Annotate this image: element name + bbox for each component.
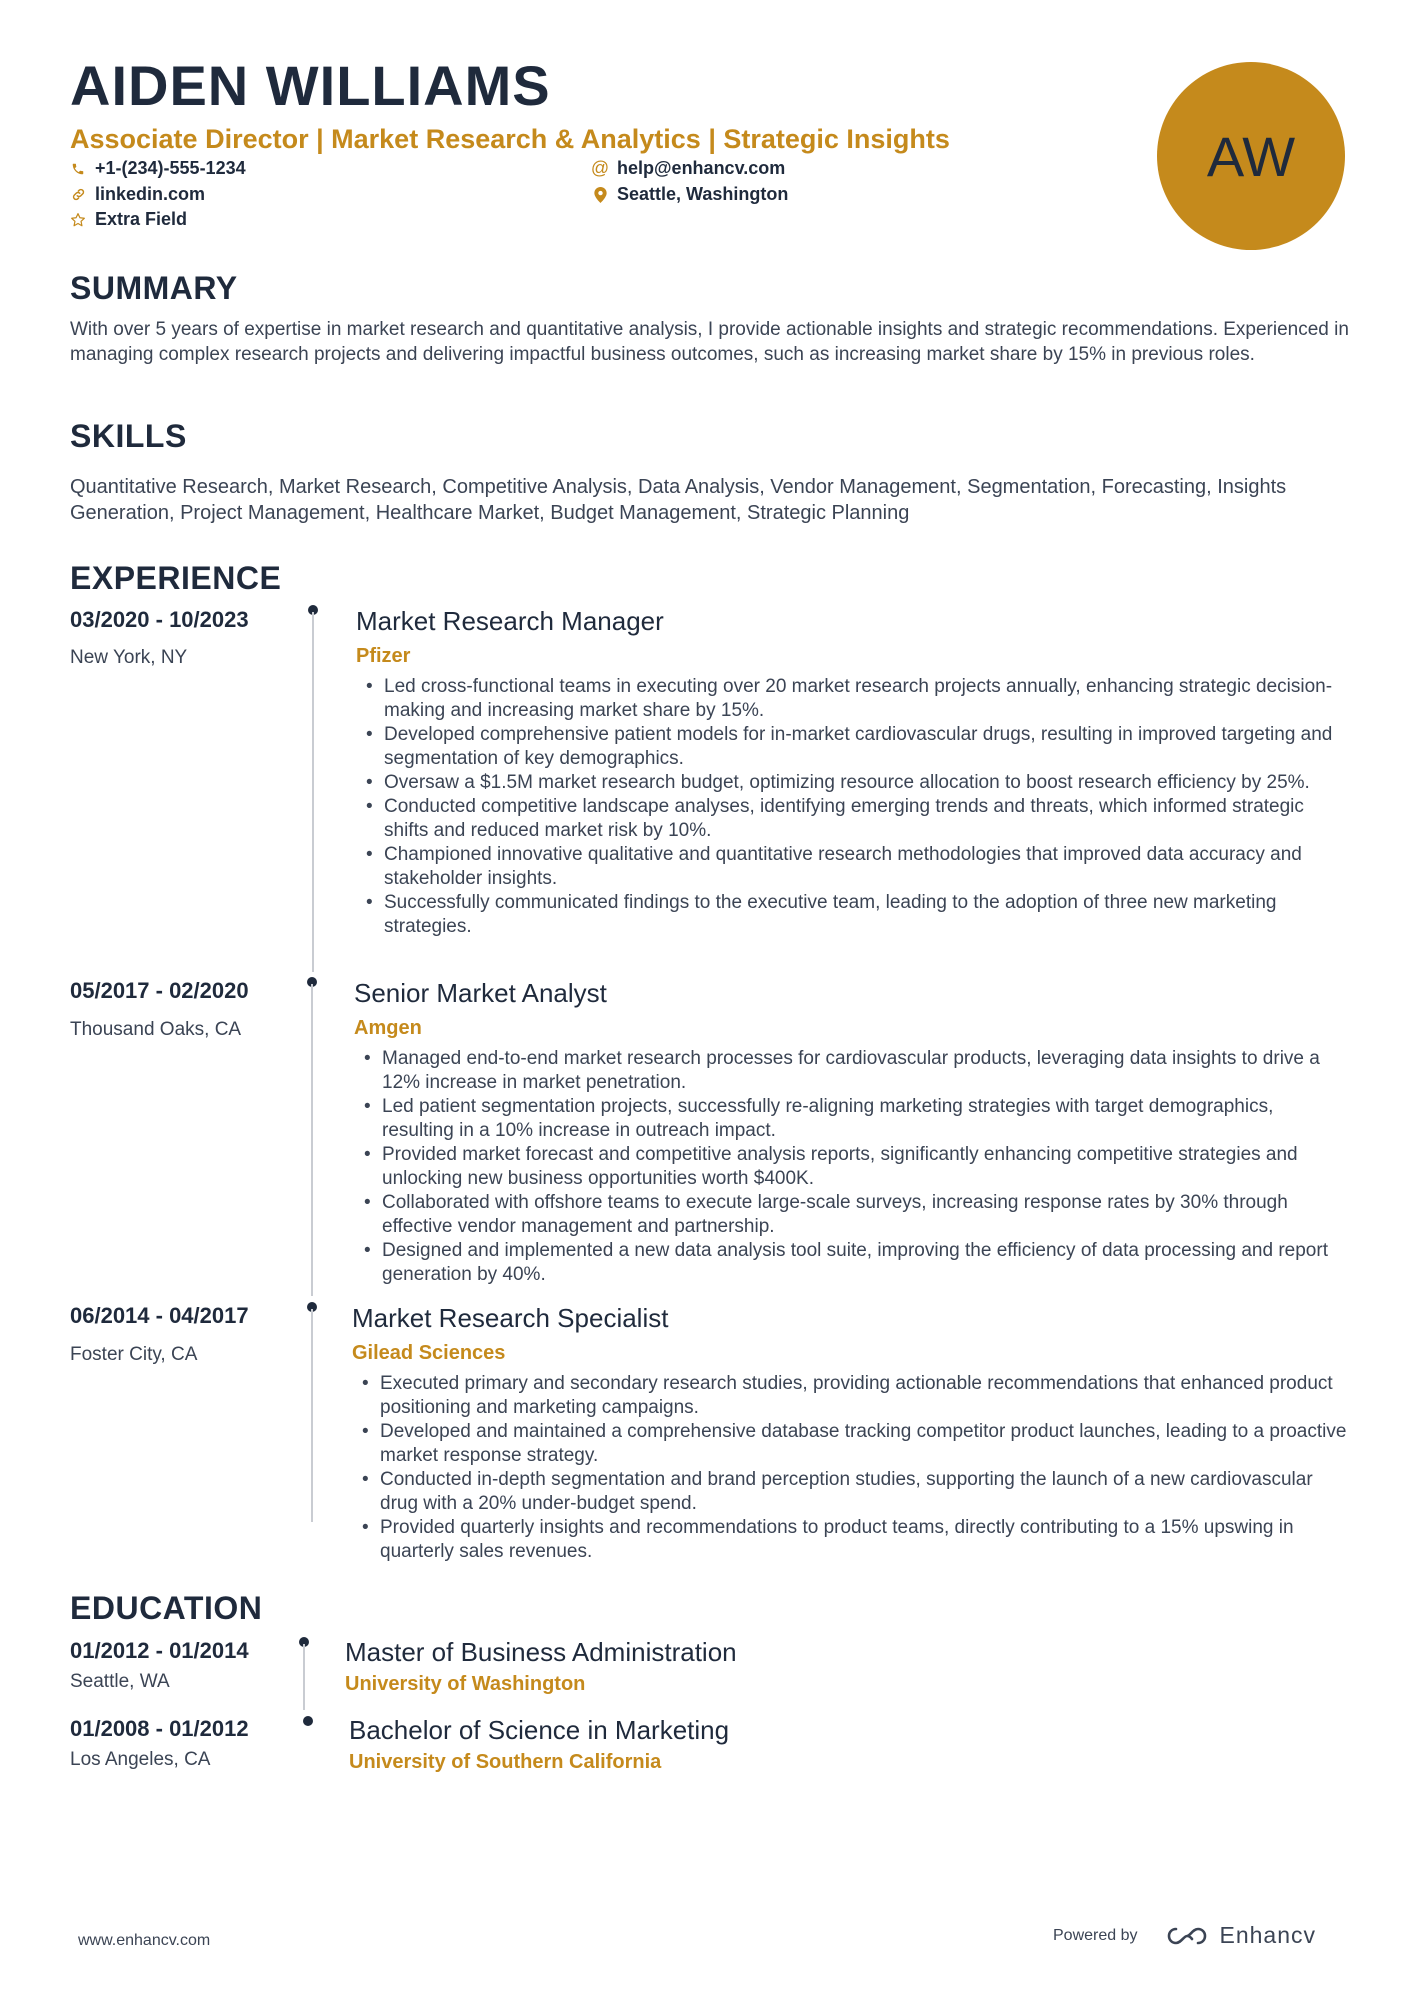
star-icon — [70, 212, 86, 228]
summary-title: SUMMARY — [70, 270, 238, 306]
edu-degree: Master of Business Administration — [345, 1637, 737, 1667]
job-role: Market Research Manager — [356, 606, 664, 636]
list-item: • Successfully communicated findings to the executive team, leading to the adoption of three new marketing strategies. — [362, 891, 1350, 939]
job-company: Gilead Sciences — [352, 1342, 506, 1364]
list-item: • Developed comprehensive patient models for in-market cardiovascular drugs, resulting in improved targeting and segmentation of key demographics. — [362, 723, 1350, 771]
edu-dates: 01/2012 - 01/2014 — [70, 1638, 249, 1663]
contact-location — [592, 184, 788, 205]
job-location: New York, NY — [70, 647, 188, 668]
list-item: • Led cross-functional teams in executing over 20 market research projects annually, enhancing strategic decision-making and increasing market share by 15%. — [362, 675, 1350, 723]
contact-phone — [70, 158, 246, 179]
edu-location: Los Angeles, CA — [70, 1749, 211, 1770]
timeline-line — [311, 1309, 313, 1522]
contact-linkedin[interactable] — [70, 184, 205, 205]
phone-text: +1-(234)-555-1234 — [95, 158, 246, 178]
job-dates: 03/2020 - 10/2023 — [70, 607, 249, 632]
list-item: • Conducted in-depth segmentation and brand perception studies, supporting the launch of a new cardiovascular drug with a 20% under-budget spend. — [358, 1468, 1350, 1516]
email-text[interactable]: help@enhancv.com — [617, 158, 786, 178]
list-item: • Developed and maintained a comprehensive database tracking competitor product launches, leading to a proactive market response strategy. — [358, 1420, 1350, 1468]
list-item: • Provided market forecast and competitive analysis reports, significantly enhancing competitive strategies and unlocking new business opportunities worth $400K. — [360, 1143, 1350, 1191]
at-icon: @ — [590, 158, 610, 178]
footer-branding — [1053, 1922, 1316, 1949]
infinity-icon — [1164, 1924, 1210, 1948]
timeline-line — [312, 612, 314, 972]
job-role: Market Research Specialist — [352, 1303, 669, 1333]
job-location: Foster City, CA — [70, 1344, 198, 1365]
list-item: • Managed end-to-end market research processes for cardiovascular products, leveraging data insights to drive a 12% increase in market penetration. — [360, 1047, 1350, 1095]
job-bullets — [358, 1372, 1350, 1564]
avatar-initials: AW — [1206, 124, 1296, 188]
location-pin-icon — [592, 187, 608, 203]
contact-extra — [70, 209, 187, 230]
job-bullets — [360, 1047, 1350, 1287]
job-company: Amgen — [354, 1017, 422, 1039]
contact-email[interactable] — [592, 158, 785, 179]
enhancv-logo — [1164, 1922, 1317, 1949]
list-item: • Collaborated with offshore teams to execute large-scale surveys, increasing response rates by 30% through effective vendor management and partnership. — [360, 1191, 1350, 1239]
brand-name: Enhancv — [1219, 1922, 1317, 1948]
candidate-headline: Associate Director | Market Research & Analytics | Strategic Insights — [70, 124, 950, 154]
location-text: Seattle, Washington — [617, 184, 789, 204]
edu-school: University of Washington — [345, 1673, 586, 1695]
timeline-line — [303, 1644, 305, 1710]
edu-dates: 01/2008 - 01/2012 — [70, 1716, 249, 1741]
job-dates: 05/2017 - 02/2020 — [70, 978, 249, 1003]
footer-site[interactable]: www.enhancv.com — [78, 1932, 211, 1949]
job-company: Pfizer — [356, 645, 411, 667]
edu-school: University of Southern California — [349, 1751, 662, 1773]
edu-degree: Bachelor of Science in Marketing — [349, 1715, 730, 1745]
summary-text: With over 5 years of expertise in market research and quantitative analysis, I provide actionable insights and strategic recommendations. Experienced in managing complex research projects and delivering impactful business outcomes, such as increasing market share by 15% in previous roles. — [70, 319, 1349, 365]
timeline-dot — [303, 1716, 313, 1726]
job-location: Thousand Oaks, CA — [70, 1019, 242, 1040]
education-title: EDUCATION — [70, 1590, 263, 1626]
skills-title: SKILLS — [70, 418, 187, 454]
linkedin-text[interactable]: linkedin.com — [95, 184, 206, 204]
edu-location: Seattle, WA — [70, 1671, 170, 1692]
skills-text: Quantitative Research, Market Research, Competitive Analysis, Data Analysis, Vendor Management, Segmentation, Forecasting, Insights Generation, Project Management, Healthcare Market, Budget Management, Strategic Planning — [70, 476, 1287, 524]
powered-by-label: Powered by — [1053, 1926, 1138, 1944]
list-item: • Led patient segmentation projects, successfully re-aligning marketing strategies with target demographics, resulting in a 10% increase in outreach impact. — [360, 1095, 1350, 1143]
job-role: Senior Market Analyst — [354, 978, 607, 1008]
candidate-name: AIDEN WILLIAMS — [70, 54, 551, 117]
list-item: • Oversaw a $1.5M market research budget, optimizing resource allocation to boost research efficiency by 25%. — [362, 771, 1350, 795]
list-item: • Designed and implemented a new data analysis tool suite, improving the efficiency of data processing and report generation by 40%. — [360, 1239, 1350, 1287]
list-item: • Provided quarterly insights and recommendations to product teams, directly contributing to a 15% upswing in quarterly sales revenues. — [358, 1516, 1350, 1564]
experience-title: EXPERIENCE — [70, 560, 282, 596]
list-item: • Conducted competitive landscape analyses, identifying emerging trends and threats, which informed strategic shifts and reduced market risk by 10%. — [362, 795, 1350, 843]
timeline-line — [311, 984, 313, 1296]
phone-icon — [70, 161, 86, 177]
job-bullets — [362, 675, 1350, 939]
list-item: • Championed innovative qualitative and quantitative research methodologies that improved data accuracy and stakeholder insights. — [362, 843, 1350, 891]
link-icon — [70, 187, 86, 203]
extra-field-text: Extra Field — [95, 209, 188, 229]
list-item: • Executed primary and secondary research studies, providing actionable recommendations that enhanced product positioning and marketing campaigns. — [358, 1372, 1350, 1420]
avatar — [1157, 62, 1345, 250]
job-dates: 06/2014 - 04/2017 — [70, 1303, 249, 1328]
